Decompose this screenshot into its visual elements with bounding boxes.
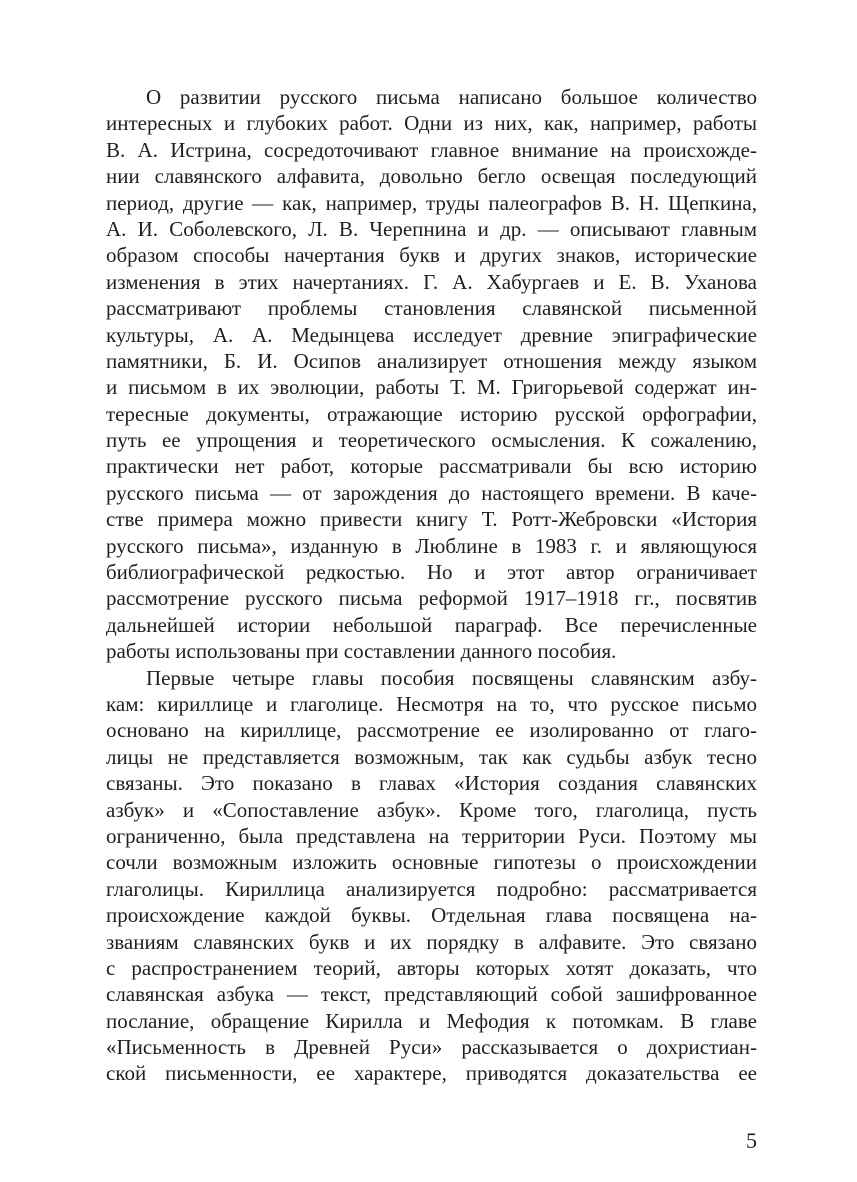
paragraph-1 — [106, 84, 757, 665]
text-line: период, другие — как, например, труды палеографов В. Н. Щепкина, — [106, 190, 757, 215]
paragraph-2 — [106, 665, 757, 1087]
page-body — [106, 84, 757, 1087]
text-line: русского письма», изданную в Люблине в 1983 г. и являющуюся — [106, 533, 757, 558]
text-line: дальнейшей истории небольшой параграф. Все перечисленные — [106, 612, 757, 637]
text-line: интересных и глубоких работ. Одни из них, как, например, работы — [106, 111, 757, 136]
text-line: нии славянского алфавита, довольно бегло освещая последующий — [106, 164, 757, 189]
text-line: «Письменность в Древней Руси» рассказывается о дохристиан- — [106, 1035, 757, 1060]
text-line: и письмом в их эволюции, работы Т. М. Григорьевой содержат ин- — [106, 375, 757, 400]
text-line: происхождение каждой буквы. Отдельная глава посвящена на- — [106, 903, 757, 928]
text-line: памятники, Б. И. Осипов анализирует отношения между языком — [106, 348, 757, 373]
text-line: работы использованы при составлении данного пособия. — [106, 639, 617, 664]
text-line: практически нет работ, которые рассматривали бы всю историю — [106, 454, 757, 479]
text-line: с распространением теорий, авторы которых хотят доказать, что — [106, 955, 757, 980]
text-line: культуры, А. А. Медынцева исследует древние эпиграфические — [106, 322, 757, 347]
page-number: 5 — [746, 1128, 757, 1153]
text-line: О развитии русского письма написано большое количество — [146, 85, 757, 109]
text-line: путь ее упрощения и теоретического осмысления. К сожалению, — [106, 428, 757, 453]
text-line: стве примера можно привести книгу Т. Ротт-Жебровски «История — [106, 507, 757, 532]
text-line: глаголицы. Кириллица анализируется подробно: рассматривается — [106, 876, 757, 901]
text-line: азбук» и «Сопоставление азбук». Кроме того, глаголица, пусть — [106, 797, 757, 822]
text-line: сочли возможным изложить основные гипотезы о происхождении — [106, 850, 757, 875]
text-line: кам: кириллице и глаголице. Несмотря на то, что русское письмо — [106, 691, 757, 716]
text-line: лицы не представляется возможным, так как судьбы азбук тесно — [106, 744, 757, 769]
text-line: ограниченно, была представлена на территории Руси. Поэтому мы — [106, 823, 757, 848]
text-line: основано на кириллице, рассмотрение ее изолированно от глаго- — [106, 718, 757, 743]
text-line: тересные документы, отражающие историю русской орфографии, — [106, 401, 757, 426]
text-line: рассмотрение русского письма реформой 1917–1918 гг., посвятив — [106, 586, 757, 611]
text-line: славянская азбука — текст, представляющий собой зашифрованное — [106, 982, 757, 1007]
text-line: библиографической редкостью. Но и этот автор ограничивает — [106, 560, 757, 585]
text-line: Первые четыре главы пособия посвящены славянским азбу- — [146, 665, 757, 690]
text-line: рассматривают проблемы становления славянской письменной — [106, 296, 757, 321]
text-line: А. И. Соболевского, Л. В. Черепнина и др. — описывают главным — [106, 216, 757, 241]
text-line: изменения в этих начертаниях. Г. А. Хабургаев и Е. В. Уханова — [106, 269, 757, 294]
text-line: званиям славянских букв и их порядку в алфавите. Это связано — [106, 929, 757, 954]
text-line: В. А. Истрина, сосредоточивают главное внимание на происхожде- — [106, 137, 757, 162]
text-line: ской письменности, ее характере, приводятся доказательства ее — [106, 1061, 757, 1086]
text-line: русского письма — от зарождения до настоящего времени. В каче- — [106, 480, 757, 505]
text-line: послание, обращение Кирилла и Мефодия к потомкам. В главе — [106, 1008, 757, 1033]
text-line: связаны. Это показано в главах «История создания славянских — [106, 771, 757, 796]
text-line: образом способы начертания букв и других знаков, исторические — [106, 243, 757, 268]
